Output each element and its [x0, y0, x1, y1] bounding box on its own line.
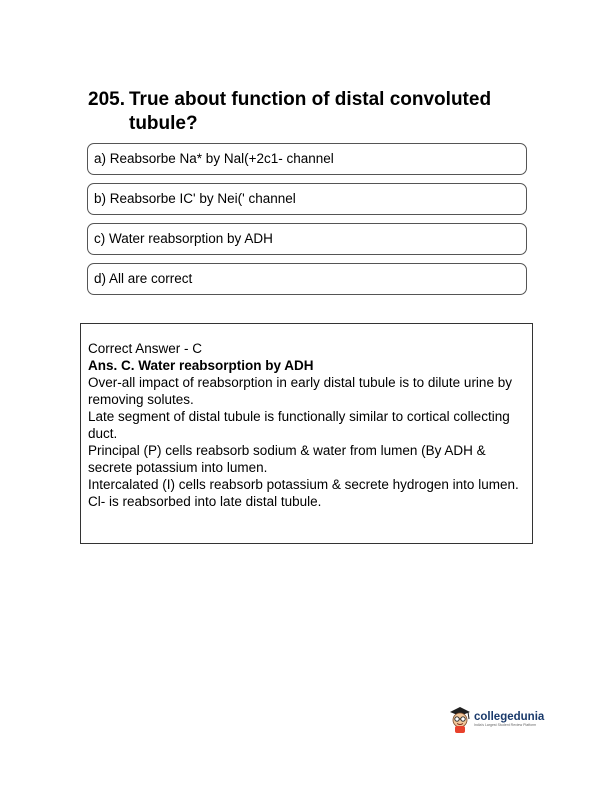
- option-c[interactable]: c) Water reabsorption by ADH: [87, 223, 527, 255]
- explanation-paragraph: Principal (P) cells reabsorb sodium & water from lumen (By ADH & secrete potassium into lumen.: [88, 443, 486, 475]
- answer-explanation-box: [80, 323, 533, 544]
- explanation-paragraph: Over-all impact of reabsorption in early distal tubule is to dilute urine by removing solutes.: [88, 375, 512, 407]
- correct-answer-line: Correct Answer - C: [88, 341, 203, 356]
- question-text: True about function of distal convoluted tubule?: [129, 89, 492, 134]
- question-heading: [88, 88, 538, 136]
- logo-tagline: India's Largest Student Review Platform: [474, 722, 537, 727]
- answer-title: Ans. C. Water reabsorption by ADH: [88, 358, 314, 373]
- option-d[interactable]: d) All are correct: [87, 263, 527, 295]
- logo-name: collegedunia: [474, 710, 545, 723]
- explanation-paragraph: Cl- is reabsorbed into late distal tubule.: [88, 494, 322, 509]
- question-number: 205.: [88, 89, 125, 110]
- mascot-icon: [448, 705, 472, 733]
- option-a[interactable]: a) Reabsorbe Na* by Nal(+2c1- channel: [87, 143, 527, 175]
- explanation-paragraph: Late segment of distal tubule is functionally similar to cortical collecting duct.: [88, 409, 510, 441]
- option-b[interactable]: b) Reabsorbe IC' by Nei(' channel: [87, 183, 527, 215]
- options-list: [87, 143, 527, 303]
- logo-text-group: [474, 711, 544, 728]
- collegedunia-logo: [448, 705, 544, 733]
- explanation-paragraph: Intercalated (I) cells reabsorb potassium & secrete hydrogen into lumen.: [88, 477, 519, 492]
